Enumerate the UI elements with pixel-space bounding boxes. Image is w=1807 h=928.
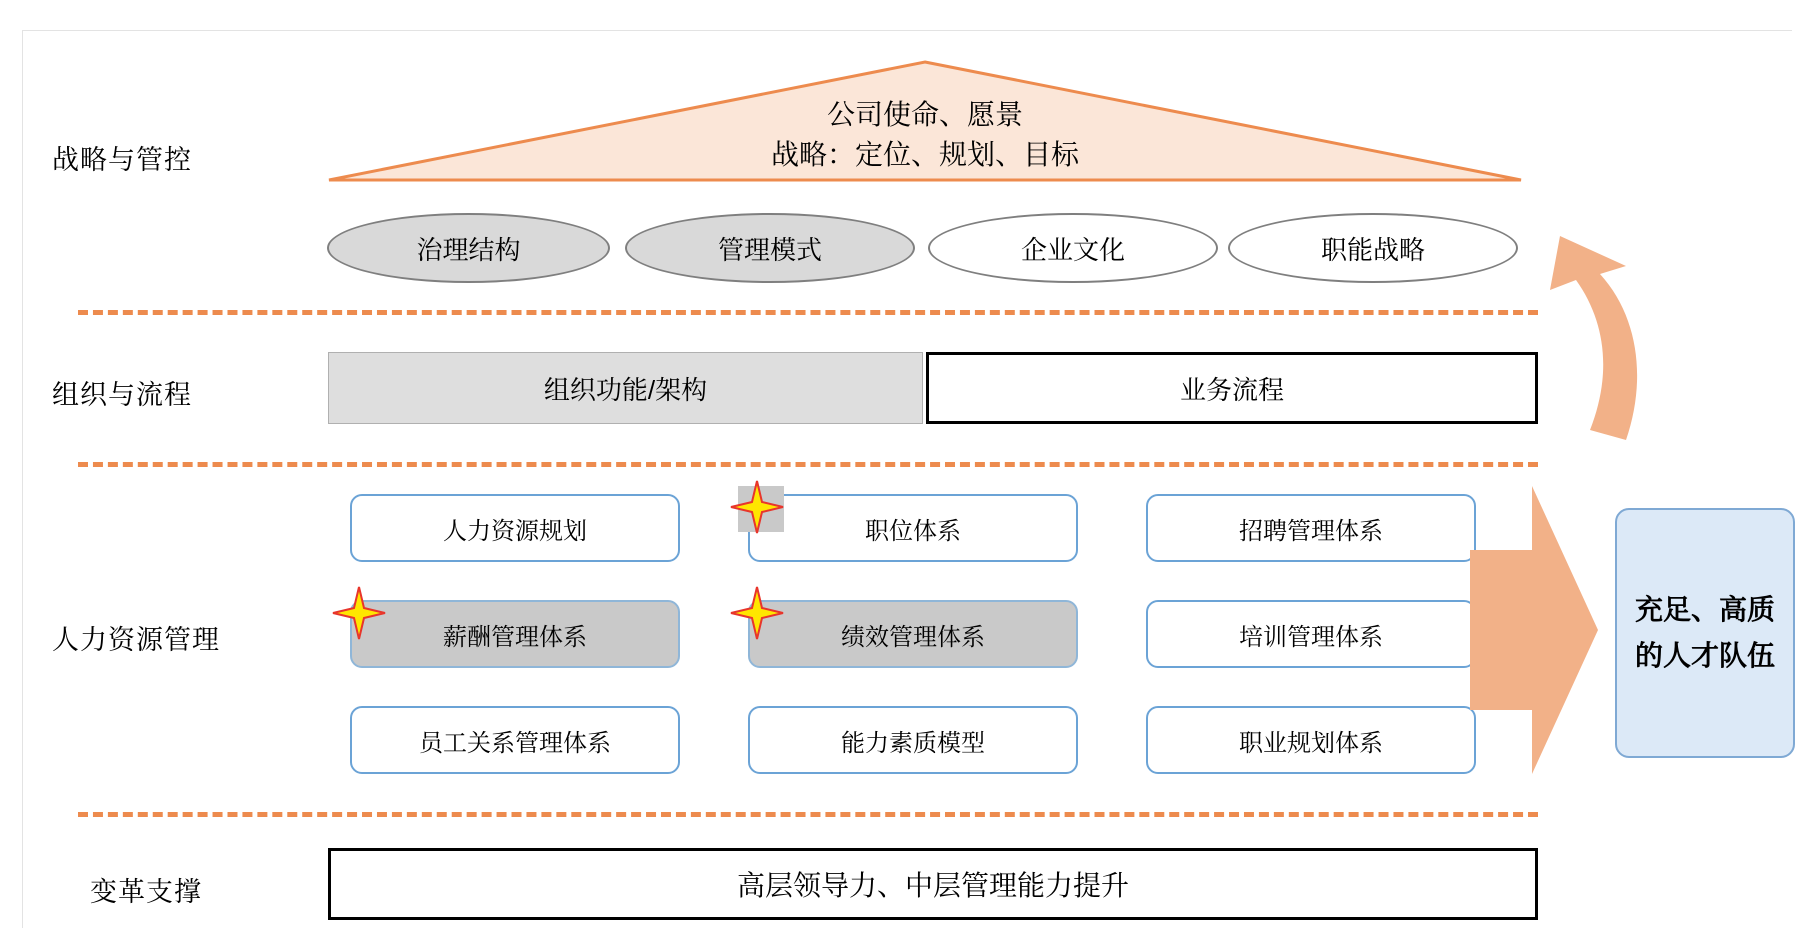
curved-arrow-icon — [1530, 218, 1760, 448]
org-box-label: 组织功能/架构 — [543, 374, 708, 405]
hr-card-position-system[interactable] — [748, 494, 1078, 562]
org-box-structure[interactable] — [328, 352, 923, 424]
block-arrow-icon — [1470, 480, 1600, 780]
roof-line-2: 战略：定位、规划、目标 — [770, 139, 1079, 170]
roof-text — [325, 95, 1525, 175]
divider-strategy-organization — [78, 310, 1538, 315]
hr-card-label: 培训管理体系 — [1239, 623, 1383, 651]
hr-card-label: 员工关系管理体系 — [419, 729, 611, 757]
result-line-2: 的人才队伍 — [1634, 640, 1775, 671]
ellipse-corporate-culture[interactable] — [928, 213, 1218, 283]
result-box[interactable] — [1615, 508, 1795, 758]
hr-card-label: 职位体系 — [865, 517, 961, 545]
ellipse-governance[interactable] — [327, 213, 610, 283]
hr-card-label: 薪酬管理体系 — [443, 623, 587, 651]
bottom-bar-change-support[interactable] — [328, 848, 1538, 920]
bottom-bar-label: 高层领导力、中层管理能力提升 — [736, 870, 1129, 901]
row-label-organization: 组织与流程 — [52, 380, 192, 410]
divider-organization-hr — [78, 462, 1538, 467]
ellipse-management-mode[interactable] — [625, 213, 915, 283]
star-icon — [330, 584, 388, 642]
ellipse-functional-strategy[interactable] — [1228, 213, 1518, 283]
hr-card-career-planning[interactable] — [1146, 706, 1476, 774]
row-label-hr: 人力资源管理 — [52, 625, 220, 655]
result-line-1: 充足、高质 — [1634, 594, 1775, 625]
org-box-process[interactable] — [926, 352, 1538, 424]
hr-card-training[interactable] — [1146, 600, 1476, 668]
hr-card-performance[interactable] — [748, 600, 1078, 668]
hr-card-employee-relations[interactable] — [350, 706, 680, 774]
row-label-strategy: 战略与管控 — [52, 145, 192, 175]
hr-card-label: 人力资源规划 — [443, 517, 587, 545]
roof-line-1: 公司使命、愿景 — [826, 99, 1023, 130]
hr-card-label: 职业规划体系 — [1239, 729, 1383, 757]
hr-card-label: 能力素质模型 — [841, 729, 985, 757]
hr-card-competency-model[interactable] — [748, 706, 1078, 774]
row-label-change: 变革支撑 — [90, 877, 202, 907]
ellipse-label: 职能战略 — [1320, 234, 1425, 265]
org-box-label: 业务流程 — [1179, 374, 1284, 405]
ellipse-label: 企业文化 — [1020, 234, 1125, 265]
hr-card-label: 招聘管理体系 — [1239, 517, 1383, 545]
hr-card-recruitment[interactable] — [1146, 494, 1476, 562]
hr-card-label: 绩效管理体系 — [841, 623, 985, 651]
divider-hr-change — [78, 812, 1538, 817]
ellipse-label: 治理结构 — [416, 234, 521, 265]
ellipse-label: 管理模式 — [717, 234, 822, 265]
hr-card-hr-planning[interactable] — [350, 494, 680, 562]
star-icon — [728, 478, 786, 536]
hr-card-compensation[interactable] — [350, 600, 680, 668]
star-icon — [728, 584, 786, 642]
